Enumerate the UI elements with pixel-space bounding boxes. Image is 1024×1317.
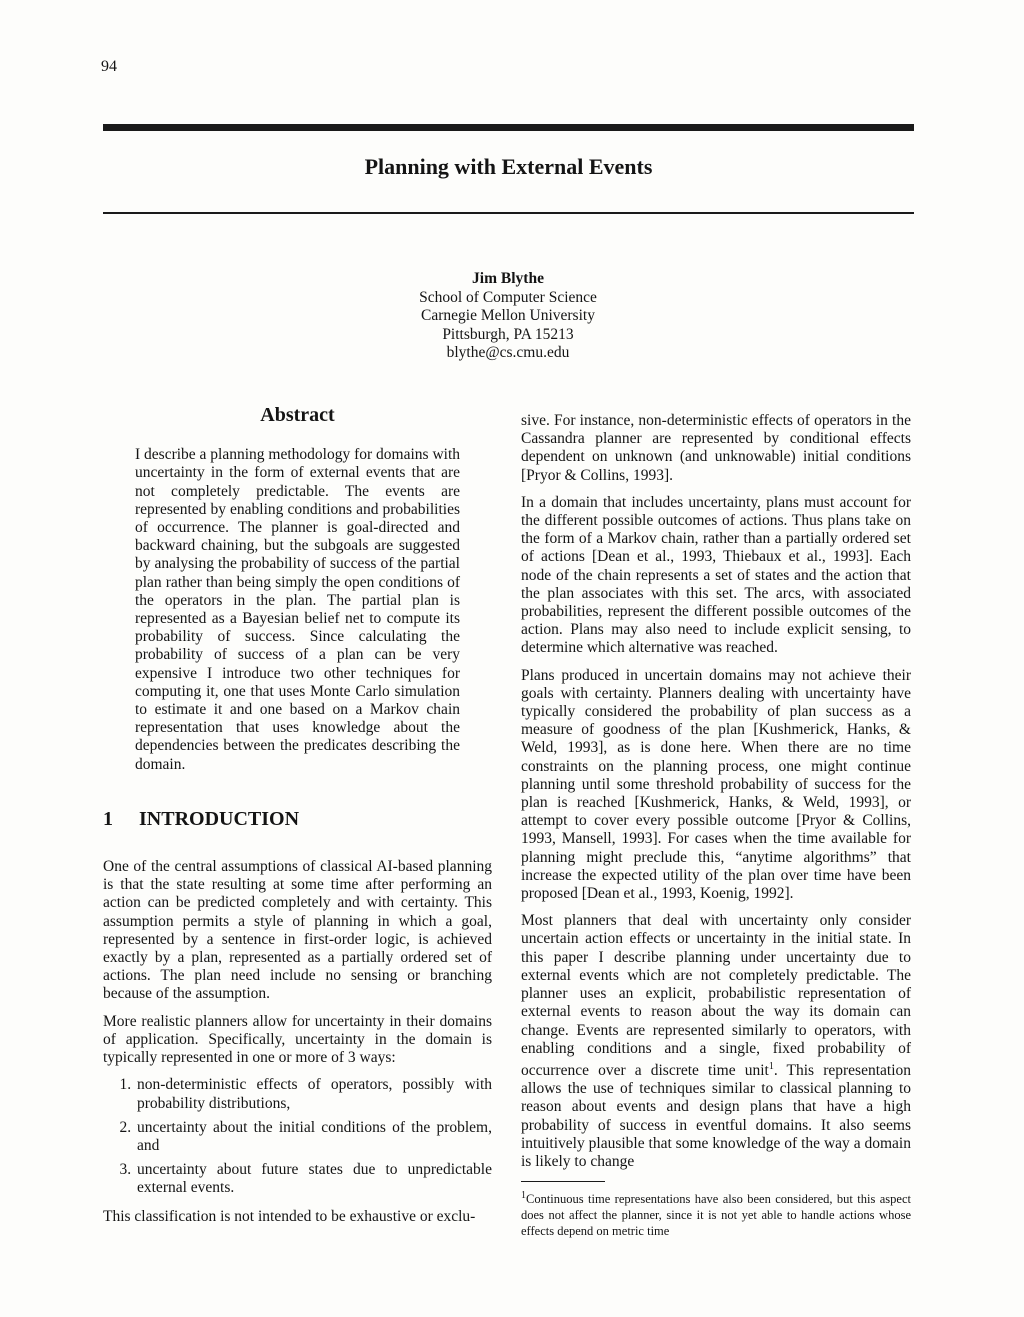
author-email: blythe@cs.cmu.edu — [446, 344, 570, 361]
list-item: 2. uncertainty about the initial conditions of the problem, and — [135, 1119, 492, 1155]
list-item: 3. uncertainty about future states due to unpredictable external events. — [135, 1161, 492, 1197]
footnote — [521, 1188, 911, 1239]
paragraph — [521, 912, 911, 1171]
author-department: School of Computer Science — [419, 288, 597, 306]
right-column — [521, 412, 911, 1239]
abstract-heading: Abstract — [260, 404, 335, 426]
footnote-rule — [521, 1181, 605, 1182]
section-heading — [103, 807, 492, 830]
paragraph-text: Most planners that deal with uncertainty only consider uncertain action effects or uncertainty in the initial state. In this paper I describe planning under uncertainty due to external events which are not completely predictable. The planner uses an explicit, probabilistic representation of external events to reason about the way its domain can change. Events are represented similarly to operators, with enabling conditions and a single, fixed probability of occurrence over a discrete time unit — [521, 912, 911, 1080]
section-title: INTRODUCTION — [139, 807, 300, 830]
paragraph: One of the central assumptions of classical AI-based planning is that the state resulting at some time after performing an action can be predicted completely and with certainty. This assumption permits a style of planning in which a goal, represented by a sentence in first-order logic, is achieved exactly by a plan, represented as a partially ordered set of actions. The plan need include no sensing or branching because of the assumption. — [103, 858, 492, 1003]
left-column — [103, 406, 492, 1235]
section-number: 1 — [103, 807, 113, 830]
author-name: Jim Blythe — [472, 270, 544, 287]
author-block — [308, 270, 708, 363]
footnote-marker[interactable]: 1 — [768, 1060, 774, 1072]
paragraph-text: . This representation allows the use of techniques similar to classical planning to reason about events and design plans that have a high probability of success in eventful domains. It also seems intuitively plausible that some knowledge of the way a domain is likely to change — [521, 1062, 912, 1171]
paragraph: In a domain that includes uncertainty, plans must account for the different possible outcomes of actions. Thus plans take on the form of a Markov chain, rather than a partially ordered set of actions [Dean et al., 1993, Thiebaux et al., 1993]. Each node of the chain represents a set of states and the action that the plan associates with this set. The arcs, with associated probabilities, represent the different possible outcomes of the action. Plans may also need to include explicit sensing, to determine which alternative was reached. — [521, 493, 911, 657]
paragraph: This classification is not intended to be exhaustive or exclu- — [103, 1207, 476, 1225]
paper-title: Planning with External Events — [364, 154, 653, 179]
paragraph: More realistic planners allow for uncertainty in their domains of application. Specifically, uncertainty in the domain is typically represented in one or more of 3 ways: — [103, 1012, 492, 1067]
author-institution: Carnegie Mellon University — [421, 307, 595, 324]
paragraph: sive. For instance, non-deterministic effects of operators in the Cassandra planner are represented by conditional effects dependent on unknown (and unknowable) initial conditions [Pryor & Collins, 1993]. — [521, 412, 911, 484]
footnote-text: Continuous time representations have also been considered, but this aspect does not affect the planner, since it is not yet able to handle actions whose effects depend on metric time — [521, 1192, 911, 1239]
page-number: 94 — [101, 58, 117, 75]
uncertainty-list — [103, 1076, 492, 1197]
title-rule-top — [103, 124, 914, 131]
abstract-text: I describe a planning methodology for domains with uncertainty in the form of external events that are not completely predictable. The events are represented by enabling conditions and probabilities of occurrence. The planner is goal-directed and backward chaining, but the subgoals are suggested by analysing the probability of success of the partial plan rather than being simply the open conditions of the operators in the plan. The partial plan is represented as a Bayesian belief net to compute its probability of success. Since calculating the probability of success of a plan can be very expensive I introduce two other techniques for computing it, one that uses Monte Carlo simulation to estimate it and one based on a Markov chain representation that uses knowledge about the dependencies between the predicates describing the domain. — [135, 446, 461, 773]
paragraph: Plans produced in uncertain domains may not achieve their goals with certainty. Planners dealing with uncertainty have typically considered the probability of plan success as a measure of goodness of the plan [Kushmerick, Hanks, & Weld, 1993], as is done here. When there are no time constraints on the planning process, one might continue planning until some threshold probability of success for the plan is reached [Kushmerick, Hanks, & Weld, 1993], or attempt to cover every possible outcome [Pryor & Collins, 1993, Mansell, 1993]. For cases when the time available for planning might preclude this, “anytime algorithms” that increase the expected utility of the plan over time have been proposed [Dean et al., 1993, Koenig, 1992]. — [521, 666, 911, 903]
author-address: Pittsburgh, PA 15213 — [442, 325, 574, 343]
title-rule-bottom — [103, 212, 914, 214]
footnote-number: 1 — [521, 1190, 526, 1202]
list-item: 1. non-deterministic effects of operators, possibly with probability distributions, — [135, 1076, 492, 1112]
